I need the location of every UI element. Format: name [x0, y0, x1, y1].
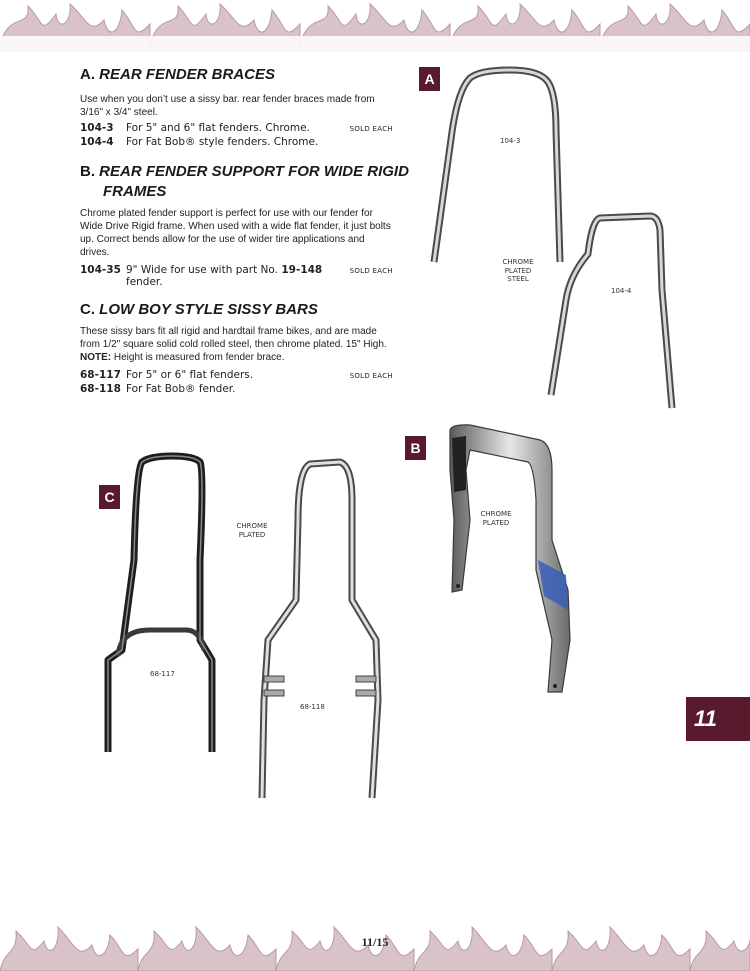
- part-number: 104-3: [80, 122, 114, 134]
- product-description: For 5" and 6" flat fenders. Chrome.: [126, 122, 310, 134]
- figure-a-badge: A: [419, 67, 440, 91]
- sissy-bar-68-118-image: [262, 462, 378, 798]
- product-text-continued: fender.: [126, 276, 163, 288]
- caption-line: PLATED: [504, 266, 532, 275]
- figure-c-badge: C: [99, 485, 120, 509]
- part-number: 104-35: [80, 264, 121, 276]
- figure-b-badge: B: [405, 436, 426, 460]
- page-number: 11/15: [361, 935, 389, 949]
- part-number: 68-118: [80, 383, 121, 395]
- caption-line: PLATED: [482, 518, 510, 527]
- figure-label-68-118: 68-118: [300, 703, 325, 711]
- note-label: NOTE:: [80, 352, 112, 363]
- section-c-name: LOW BOY STYLE SISSY BARS: [99, 301, 318, 318]
- sold-each-label: SOLD EACH: [349, 267, 393, 275]
- section-c-letter: C.: [80, 301, 95, 318]
- section-a-letter: A.: [80, 66, 95, 83]
- section-b-letter: B.: [80, 163, 95, 180]
- part-number: 104-4: [80, 136, 114, 148]
- section-b-name-line1: REAR FENDER SUPPORT FOR WIDE RIGID: [99, 163, 409, 180]
- product-description: For 5" or 6" flat fenders.: [126, 369, 254, 381]
- figure-label-104-3: 104-3: [500, 137, 521, 145]
- caption-line: CHROME: [502, 258, 534, 266]
- fender-support-104-35-image: [450, 425, 570, 692]
- fender-brace-104-3-image: [434, 70, 560, 262]
- chapter-tab: 11: [686, 697, 750, 741]
- caption-line: STEEL: [507, 275, 529, 283]
- caption-line: CHROME: [236, 522, 268, 530]
- figure-label-104-4: 104-4: [611, 287, 632, 295]
- part-number: 68-117: [80, 369, 121, 381]
- section-a-description: Use when you don’t use a sissy bar. rear fender braces made from 3/16" x 3/4" steel.: [80, 94, 375, 118]
- fender-brace-104-4-image: [551, 216, 672, 408]
- product-description: For Fat Bob® fender.: [126, 383, 236, 395]
- section-a-name: REAR FENDER BRACES: [99, 66, 276, 83]
- caption-line: PLATED: [238, 530, 266, 539]
- sissy-bar-68-117-image: [108, 456, 212, 752]
- sold-each-label: SOLD EACH: [349, 125, 393, 133]
- note-text: Height is measured from fender brace.: [111, 352, 285, 363]
- product-text: 9" Wide for use with part No.: [126, 264, 282, 276]
- sold-each-label: SOLD EACH: [349, 372, 393, 380]
- section-b-description: Chrome plated fender support is perfect for use with our fender for Wide Drive Rigid frame. When used with a wide flat fender, it just bolts up. Correct bends allow for the use of wider tire applications and drives.: [80, 208, 391, 258]
- figure-label-68-117: 68-117: [150, 670, 175, 678]
- referenced-part-number: 19-148: [281, 264, 323, 276]
- caption-chrome-plated-c: [230, 522, 274, 539]
- caption-line: CHROME: [480, 510, 512, 518]
- caption-chrome-plated-b: [474, 510, 518, 527]
- section-b-name-line2: FRAMES: [103, 183, 167, 200]
- caption-chrome-plated-steel: [496, 258, 540, 284]
- product-description: For Fat Bob® style fenders. Chrome.: [126, 136, 319, 148]
- section-c-description-text: These sissy bars fit all rigid and hardtail frame bikes, and are made from 1/2" square solid cold rolled steel, then chrome plated. 15" High.: [80, 326, 387, 350]
